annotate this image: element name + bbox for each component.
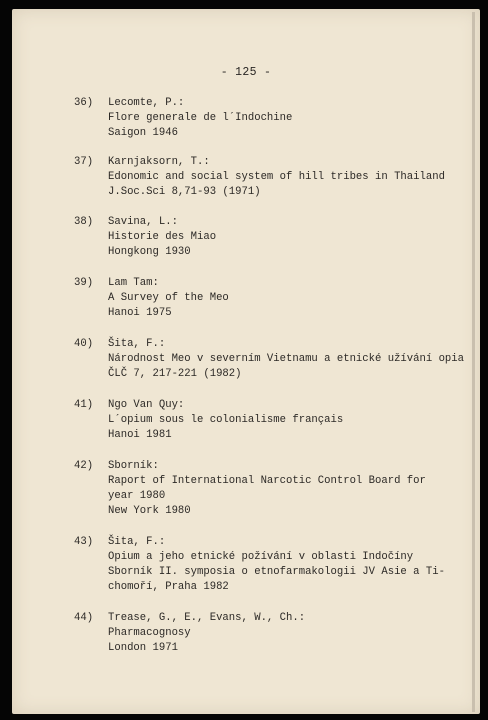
entry-author: Šita, F.: — [108, 338, 166, 350]
entry-publication: New York 1980 — [108, 505, 191, 517]
entry-author: Šita, F.: — [108, 536, 166, 548]
entry-title: Opium a jeho etnické požívání v oblasti Indočíny — [108, 551, 414, 563]
entry-publication: Saigon 1946 — [108, 127, 178, 139]
entry-publication: Hanoi 1981 — [108, 429, 172, 441]
entry-author: Savina, L.: — [108, 216, 178, 228]
entry-number: 42) — [74, 460, 94, 472]
entry-author: Lecomte, P.: — [108, 97, 185, 109]
entry-number: 40) — [74, 338, 94, 350]
entry-author: Trease, G., E., Evans, W., Ch.: — [108, 612, 306, 624]
entry-title-continued: year 1980 — [108, 490, 166, 502]
entry-author: Karnjaksorn, T.: — [108, 156, 210, 168]
entry-title: Flore generale de l´Indochine — [108, 112, 293, 124]
entry-number: 41) — [74, 399, 94, 411]
entry-number: 43) — [74, 536, 94, 548]
paper-edge-shadow — [472, 12, 475, 712]
entry-author: Lam Tam: — [108, 277, 159, 289]
entry-title: Historie des Miao — [108, 231, 217, 243]
entry-title: Národnost Meo v severním Vietnamu a etnické užívání opia — [108, 353, 465, 365]
entry-source: Sborník II. symposia o etnofarmakologii JV Asie a Ti- — [108, 566, 445, 578]
entry-number: 44) — [74, 612, 94, 624]
entry-title: A Survey of the Meo — [108, 292, 229, 304]
bibliography-list — [12, 9, 480, 714]
page-number: - 125 - — [220, 66, 272, 79]
entry-author: Ngo Van Quy: — [108, 399, 185, 411]
entry-publication: London 1971 — [108, 642, 178, 654]
entry-publication: J.Soc.Sci 8,71-93 (1971) — [108, 186, 261, 198]
entry-publication: chomoří, Praha 1982 — [108, 581, 229, 593]
entry-publication: Hanoi 1975 — [108, 307, 172, 319]
entry-number: 37) — [74, 156, 94, 168]
entry-publication: Hongkong 1930 — [108, 246, 191, 258]
entry-title: Pharmacognosy — [108, 627, 191, 639]
entry-title: L´opium sous le colonialisme français — [108, 414, 344, 426]
entry-number: 36) — [74, 97, 94, 109]
entry-publication: ČLČ 7, 217-221 (1982) — [108, 368, 242, 380]
entry-author: Sborník: — [108, 460, 159, 472]
entry-number: 38) — [74, 216, 94, 228]
entry-title: Raport of International Narcotic Control Board for — [108, 475, 426, 487]
paper-sheet — [12, 9, 480, 714]
entry-title: Edonomic and social system of hill tribes in Thailand — [108, 171, 445, 183]
entry-number: 39) — [74, 277, 94, 289]
